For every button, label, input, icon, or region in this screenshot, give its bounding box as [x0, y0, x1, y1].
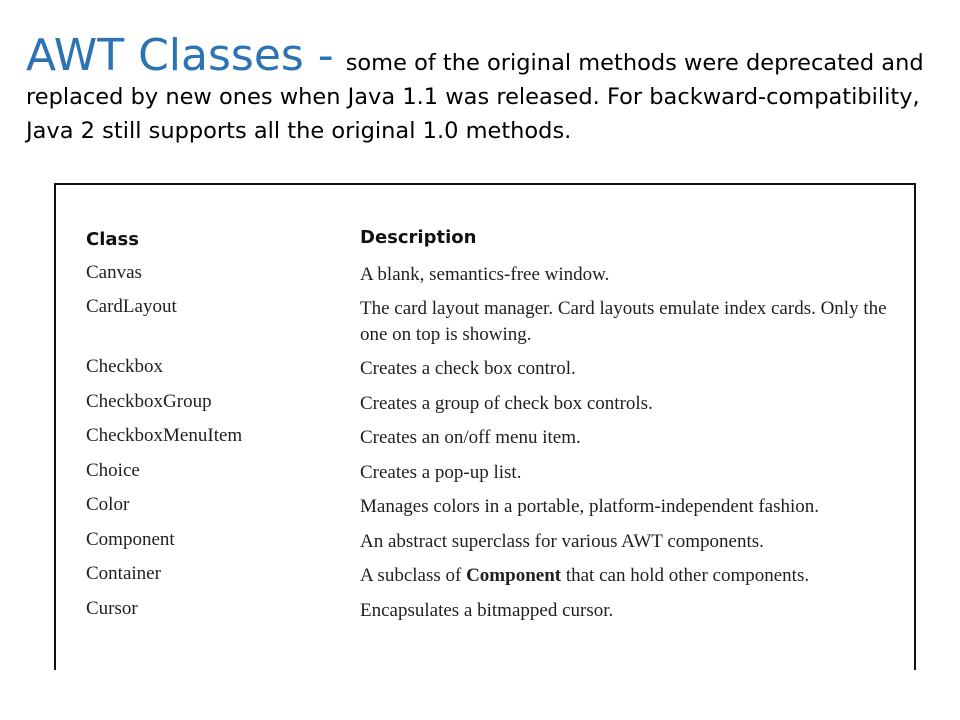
class-cell: Component	[86, 528, 175, 550]
description-cell: Creates a pop-up list.	[360, 461, 522, 483]
description-cell: Creates a group of check box controls.	[360, 392, 653, 414]
description-column-header: Description	[360, 226, 477, 248]
table-row	[86, 425, 906, 450]
class-cell: CheckboxMenuItem	[86, 425, 243, 447]
class-cell: Cursor	[86, 597, 138, 619]
description-cell	[360, 563, 900, 588]
awt-classes-table	[86, 210, 906, 632]
class-column-header: Class	[86, 229, 139, 250]
description-cell: The card layout manager. Card layouts emulate index cards. Only the one on top is showing.	[360, 298, 887, 345]
description-cell: An abstract superclass for various AWT components.	[360, 530, 764, 552]
description-cell: A blank, semantics-free window.	[360, 264, 610, 285]
slide-header	[26, 30, 946, 148]
description-prefix: A subclass of	[360, 565, 467, 587]
table-row	[86, 529, 906, 554]
table-header-row	[86, 210, 906, 250]
table-row	[86, 391, 906, 416]
table-row	[86, 356, 906, 381]
description-cell: Creates a check box control.	[360, 358, 576, 380]
description-cell: Manages colors in a portable, platform-independent fashion.	[360, 496, 820, 518]
class-cell: Container	[86, 563, 161, 585]
table-row	[86, 563, 906, 588]
class-cell: Choice	[86, 459, 140, 481]
table-row	[86, 262, 906, 287]
description-cell: Encapsulates a bitmapped cursor.	[360, 599, 614, 621]
header-spacer	[86, 250, 906, 262]
class-cell: Canvas	[86, 262, 142, 283]
description-suffix: that can hold other components.	[561, 565, 810, 587]
awt-classes-table-figure	[54, 183, 916, 670]
component-term: Component	[466, 565, 562, 587]
class-cell: Color	[86, 494, 130, 516]
slide-subtitle: some of the original methods were deprecated and replaced by new ones when Java 1.1 was released. For backward-compatibility, Java 2 still supports all the original 1.0 methods.	[26, 50, 924, 144]
class-cell: Checkbox	[86, 356, 164, 378]
class-cell: CheckboxGroup	[86, 390, 212, 412]
table-row	[86, 296, 906, 347]
class-cell: CardLayout	[86, 296, 177, 318]
description-cell: Creates an on/off menu item.	[360, 427, 581, 449]
table-row	[86, 598, 906, 623]
table-row	[86, 460, 906, 485]
slide-title: AWT Classes -	[26, 30, 334, 81]
table-row	[86, 494, 906, 519]
